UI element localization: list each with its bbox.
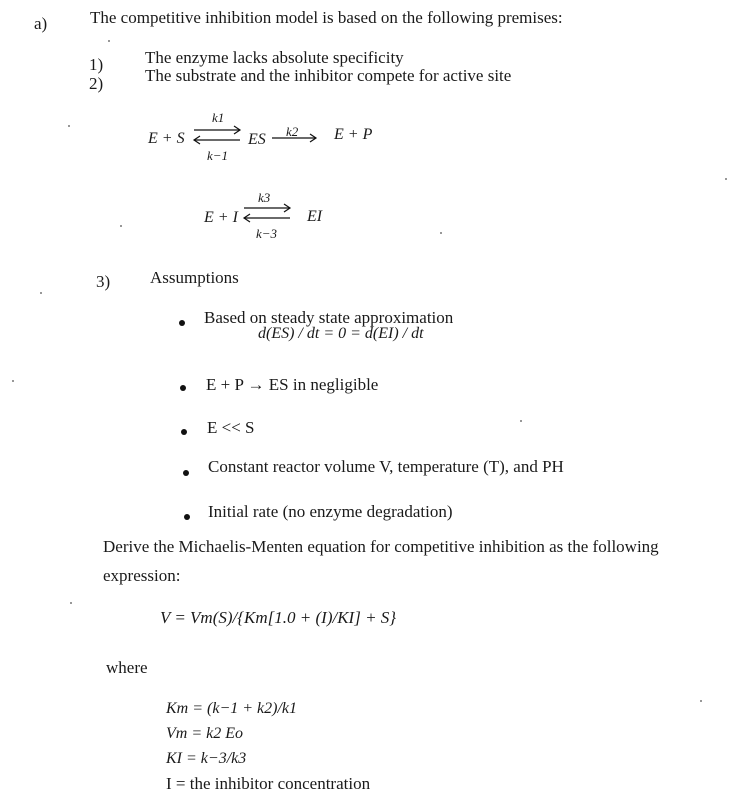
rate-constant-k-minus-1: k−1 (207, 148, 229, 163)
definition-vm: Vm = k2 Eo (166, 725, 243, 742)
premise-2-number: 2) (89, 74, 104, 93)
part-label: a) (34, 14, 48, 33)
rate-constant-k-minus-3: k−3 (256, 226, 278, 241)
bullet-icon (181, 429, 187, 435)
reaction-1-products: E + P (334, 126, 373, 143)
assumption-2-text: E + P → ES in negligible (206, 375, 379, 394)
scan-speck (520, 420, 522, 422)
definition-ki: KI = k−3/k3 (166, 750, 247, 767)
equilibrium-arrow-2 (240, 198, 296, 228)
scan-speck (440, 232, 442, 234)
scan-speck (700, 700, 702, 702)
bullet-icon (184, 514, 190, 520)
assumption-1-equation: d(ES) / dt = 0 = d(EI) / dt (258, 325, 424, 342)
scan-speck (120, 225, 122, 227)
scan-speck (12, 380, 14, 382)
definition-inhibitor: I = the inhibitor concentration (166, 774, 371, 793)
rate-constant-k1: k1 (212, 110, 225, 125)
reaction-2-reactants: E + I (204, 209, 238, 226)
assumption-5-text: Initial rate (no enzyme degradation) (208, 502, 453, 521)
scan-speck (70, 602, 72, 604)
where-label: where (106, 658, 148, 677)
reaction-1-reactants: E + S (148, 130, 185, 147)
bullet-icon (180, 385, 186, 391)
reaction-1-complex: ES (248, 131, 266, 148)
scan-speck (40, 292, 42, 294)
reaction-2-complex: EI (307, 208, 323, 225)
rate-constant-k2: k2 (286, 124, 299, 139)
premise-2-text: The substrate and the inhibitor compete for active site (145, 66, 512, 85)
heading: The competitive inhibition model is based on the following premises: (90, 8, 563, 27)
derive-instruction-line-1: Derive the Michaelis-Menten equation for competitive inhibition as the following (103, 537, 659, 556)
rate-constant-k3: k3 (258, 190, 271, 205)
assumption-3-text: E << S (207, 418, 255, 437)
derive-instruction-line-2: expression: (103, 566, 181, 585)
assumptions-number: 3) (96, 272, 111, 291)
michaelis-menten-equation: V = Vm(S)/{Km[1.0 + (I)/KI] + S} (160, 608, 397, 627)
assumptions-title: Assumptions (150, 268, 239, 287)
premise-1-number: 1) (89, 55, 104, 74)
scan-speck (725, 178, 727, 180)
equilibrium-arrow-1 (190, 120, 246, 150)
assumption-4-text: Constant reactor volume V, temperature (T), and PH (208, 457, 564, 476)
scan-speck (68, 125, 70, 127)
premise-1-text: The enzyme lacks absolute specificity (145, 48, 404, 67)
bullet-icon (179, 320, 185, 326)
scan-speck (108, 40, 110, 42)
bullet-icon (183, 470, 189, 476)
forward-arrow-1 (270, 130, 322, 144)
definition-km: Km = (k−1 + k2)/k1 (166, 700, 298, 717)
assumption-1-text: Based on steady state approximation (204, 308, 454, 327)
